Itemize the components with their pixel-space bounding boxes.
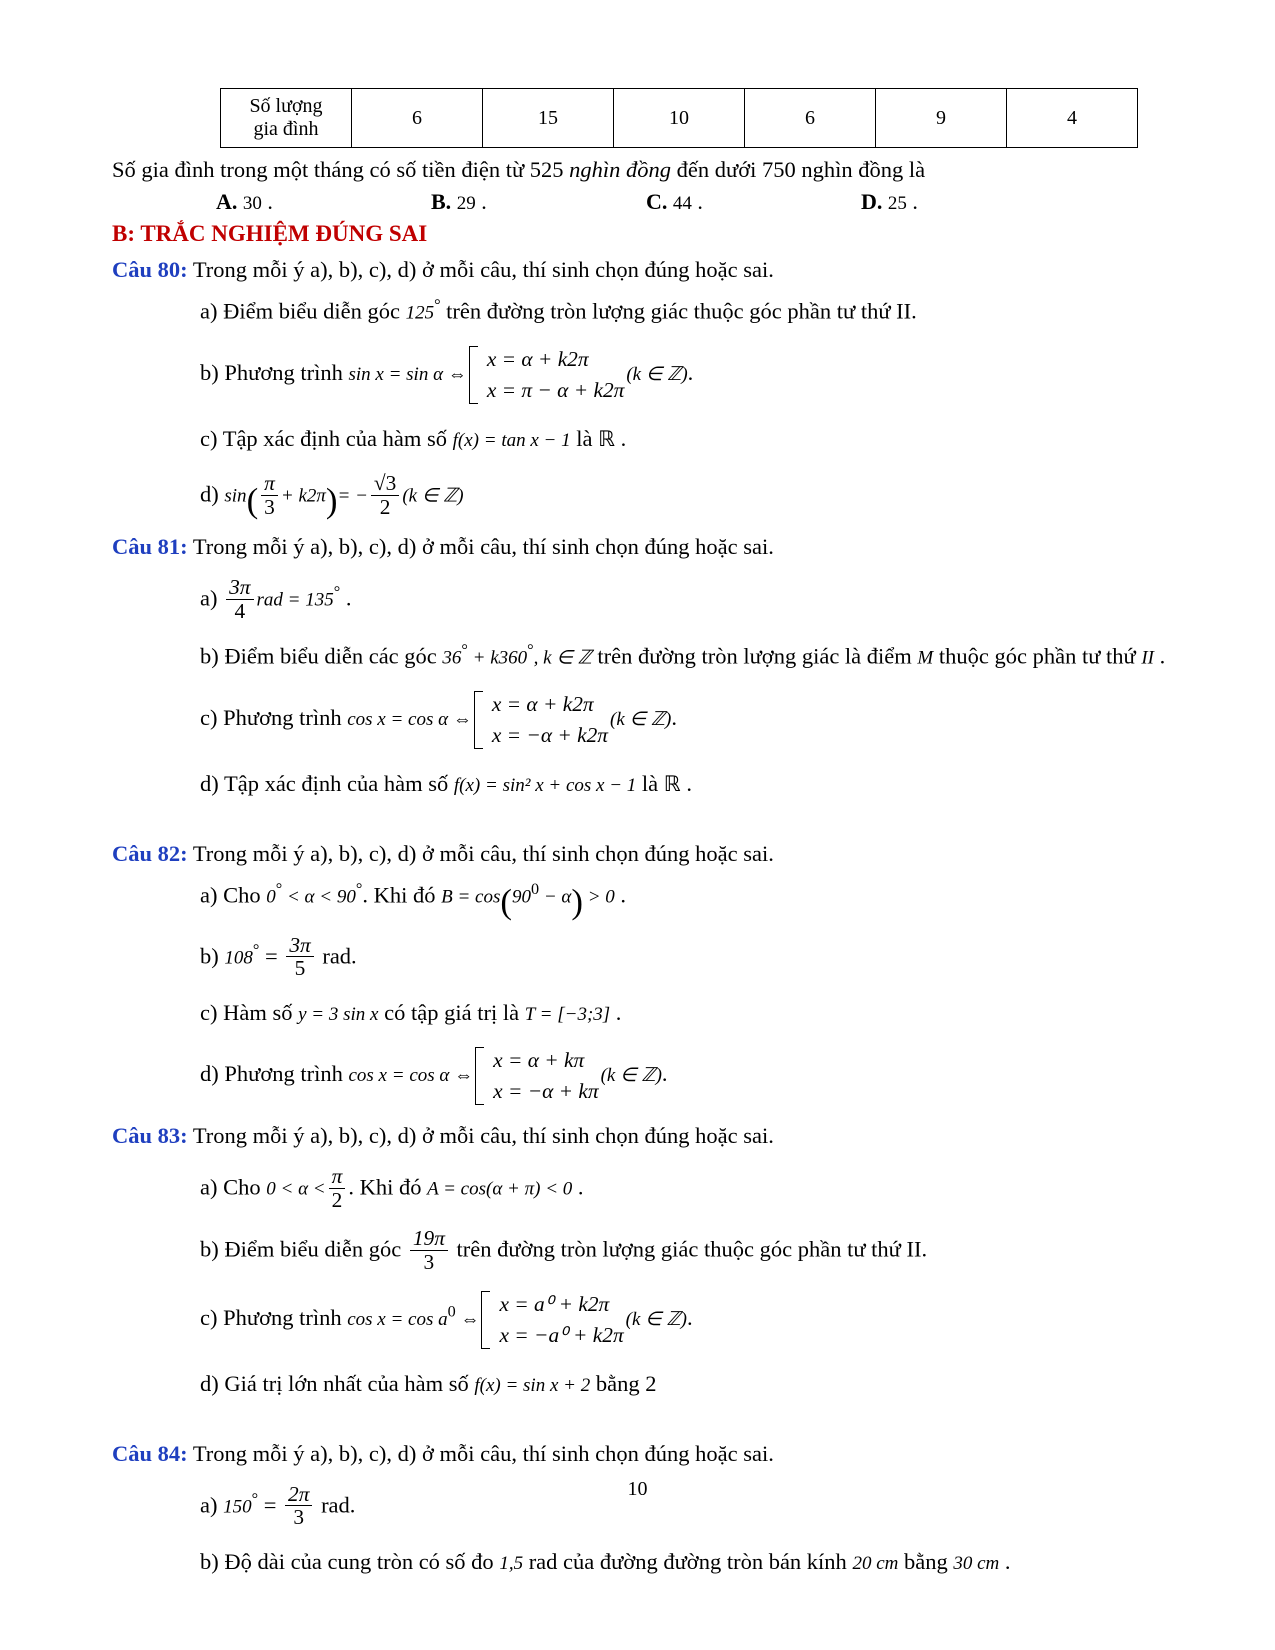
answer-options: [112, 189, 1167, 215]
value-90: 90: [511, 886, 531, 908]
question-84-header: [112, 1441, 1167, 1467]
degree-symbol: °: [333, 583, 341, 602]
left-paren: (: [500, 882, 512, 922]
question-83-item-a: [112, 1165, 1167, 1211]
question-84-number: Câu 84:: [112, 1440, 188, 1466]
system-row-1: x = α + k2π: [491, 692, 594, 717]
section-heading: B: TRẮC NGHIỆM ĐÚNG SAI: [112, 221, 428, 247]
table-cell-5: 9: [876, 89, 1007, 148]
item-value: 125: [405, 302, 435, 324]
item-text-2: bằng 2: [590, 1371, 657, 1396]
degree-symbol: °: [251, 1489, 259, 1508]
option-c-value: 44: [672, 193, 692, 215]
question-80-item-b: [112, 344, 1167, 406]
item-key: a): [200, 1492, 218, 1518]
option-b[interactable]: B. 29 .: [431, 189, 487, 215]
fraction-numerator: √3: [373, 471, 397, 496]
question-80-item-c: [112, 422, 1167, 456]
fraction-denominator: 3: [410, 1250, 448, 1273]
system-bracket: [469, 344, 625, 406]
item-period: .: [687, 360, 694, 386]
equation-lhs: cos x = cos α ⇔: [348, 1065, 474, 1087]
question-81-item-b: [112, 638, 1167, 673]
condition-k: (k ∈ ℤ): [402, 486, 464, 508]
item-text-1: Điểm biểu diễn các góc: [224, 643, 443, 669]
radius-value: 20: [852, 1552, 872, 1574]
item-key: c): [200, 426, 218, 452]
arc-length: 30 cm: [953, 1552, 1000, 1574]
table-row-label: [221, 89, 352, 148]
item-key: b): [200, 1236, 219, 1262]
unit-cm: cm: [871, 1552, 899, 1574]
rad-equals: rad = 135: [256, 589, 334, 611]
fraction-denominator: 2: [329, 1188, 346, 1211]
value-1-5: 1,5: [499, 1552, 524, 1574]
system-row-1: x = a⁰ + k2π: [499, 1292, 610, 1317]
item-period: .: [577, 1174, 584, 1200]
equals-negative: = −: [337, 486, 368, 508]
fraction-numerator: 3π: [229, 575, 251, 600]
degree-symbol: °: [461, 641, 468, 660]
question-83-prompt: Trong mỗi ý a), b), c), d) ở mỗi câu, thí sinh chọn đúng hoặc sai.: [192, 1123, 774, 1149]
term-k2pi: + k2π: [280, 486, 326, 508]
item-key: d): [200, 482, 219, 508]
minus-alpha: − α: [539, 886, 572, 908]
item-text-1: Giá trị lớn nhất của hàm số: [224, 1371, 475, 1396]
range-expr: T = [−3;3]: [524, 1003, 611, 1025]
function-expr: f(x) = sin² x + cos x − 1: [453, 775, 637, 797]
function-expr: f(x) = sin x + 2: [474, 1375, 591, 1396]
system-bracket: [481, 1289, 623, 1351]
fraction-denominator: 3: [285, 1505, 312, 1528]
fraction-numerator: 19π: [412, 1226, 445, 1251]
table-cell-1: 6: [352, 89, 483, 148]
item-text-3: bằng: [898, 1548, 954, 1574]
fraction-numerator: π: [331, 1164, 343, 1189]
spacer: [112, 1411, 1167, 1431]
equals-sign: =: [258, 1492, 283, 1518]
item-key: a): [200, 298, 218, 324]
item-text-2: có tập giá trị là: [378, 999, 525, 1025]
equals-sign: =: [259, 943, 284, 969]
expr-b: B = cos: [441, 886, 501, 908]
iff-symbol: ⇔: [455, 1309, 480, 1331]
point-m: M: [917, 647, 934, 669]
item-text-1: Điểm biểu diễn góc: [223, 298, 406, 324]
item-text-1: Phương trình: [223, 1305, 348, 1331]
system-row-2: x = π − α + k2π: [486, 378, 625, 403]
fraction-sqrt3-2: [371, 472, 399, 518]
sin-label: sin: [224, 486, 247, 508]
item-text-2: trên đường tròn lượng giác là điểm: [591, 643, 918, 669]
item-period: .: [615, 999, 622, 1025]
item-key: c): [200, 705, 218, 731]
question-83-item-b: [112, 1227, 1167, 1273]
question-stem: [112, 154, 1167, 185]
item-text-1: Độ dài của cung tròn có số đo: [224, 1548, 500, 1574]
function-expr: f(x) = tan x − 1: [452, 430, 571, 452]
option-d[interactable]: D. 25 .: [861, 189, 918, 215]
condition-k: (k ∈ ℤ): [600, 1065, 662, 1087]
item-text-1: Phương trình: [224, 1061, 349, 1087]
condition-k: (k ∈ ℤ): [625, 1309, 687, 1331]
question-81-item-c: [112, 689, 1167, 751]
item-text-2: rad của đường đường tròn bán kính: [523, 1548, 853, 1574]
question-81-number: Câu 81:: [112, 534, 188, 560]
condition-k: (k ∈ ℤ): [626, 364, 688, 386]
table-cell-6: 4: [1007, 89, 1138, 148]
greater-zero: > 0: [582, 886, 615, 908]
fraction-denominator: 5: [286, 956, 313, 979]
item-text-1: Cho: [223, 1174, 267, 1200]
item-key: b): [200, 943, 219, 969]
degree-symbol: °: [252, 940, 260, 959]
row-label-line1: Số lượng: [249, 95, 323, 117]
item-key: a): [200, 882, 218, 908]
left-paren: (: [246, 481, 259, 521]
option-d-value: 25: [887, 193, 907, 215]
condition-k: (k ∈ ℤ): [610, 709, 672, 731]
question-80-item-a: [112, 293, 1167, 328]
degree-symbol: °: [355, 880, 363, 899]
angle-150: 150: [223, 1496, 252, 1518]
item-period: .: [686, 1305, 693, 1331]
fraction-3pi-5: [286, 934, 313, 980]
fraction-denominator: 2: [371, 495, 399, 518]
fraction-denominator: 3: [261, 495, 278, 518]
equation-lhs: cos x = cos a: [347, 1309, 448, 1331]
item-text-1: Điểm biểu diễn góc: [224, 1236, 407, 1262]
angle-36: 36: [442, 647, 462, 669]
item-period: .: [661, 1061, 668, 1087]
stem-italic: nghìn đồng: [569, 157, 672, 182]
fraction-19pi-3: [410, 1227, 448, 1273]
option-c-letter: C.: [646, 189, 668, 215]
item-text-2: là: [636, 771, 664, 797]
question-81-header: [112, 534, 1167, 560]
real-set-symbol: ℝ: [598, 427, 616, 453]
system-row-2: x = −α + kπ: [493, 1079, 599, 1104]
item-key: a): [200, 1174, 218, 1200]
question-82-item-a: [112, 877, 1167, 922]
question-82-prompt: Trong mỗi ý a), b), c), d) ở mỗi câu, thí sinh chọn đúng hoặc sai.: [192, 841, 774, 867]
frequency-table-wrapper: [220, 88, 1167, 148]
option-b-value: 29: [456, 193, 476, 215]
row-label-line2: gia đình: [253, 118, 319, 140]
option-a-value: 30: [242, 193, 262, 215]
question-83-number: Câu 83:: [112, 1123, 188, 1149]
item-key: a): [200, 585, 218, 611]
item-text-2: . Khi đó: [348, 1174, 428, 1200]
question-82-header: [112, 841, 1167, 867]
function-expr: y = 3 sin x: [298, 1003, 379, 1025]
page-number: 10: [627, 1478, 648, 1500]
item-text-1: Hàm số: [223, 999, 299, 1025]
table-cell-4: 6: [745, 89, 876, 148]
item-text-2: là: [570, 426, 599, 452]
option-b-letter: B.: [431, 189, 452, 215]
system-row-2: x = −a⁰ + k2π: [499, 1323, 624, 1348]
system-bracket: [474, 689, 608, 751]
item-key: d): [200, 1061, 219, 1087]
item-period: .: [1004, 1548, 1011, 1574]
degree-symbol: °: [527, 641, 534, 660]
superscript-zero: 0: [530, 880, 540, 899]
page-content: [112, 88, 1167, 1588]
question-83-header: [112, 1123, 1167, 1149]
right-paren: ): [325, 481, 338, 521]
question-81-prompt: Trong mỗi ý a), b), c), d) ở mỗi câu, thí sinh chọn đúng hoặc sai.: [192, 534, 774, 560]
item-key: b): [200, 643, 219, 669]
item-period: .: [686, 771, 692, 797]
question-81-item-d: [112, 767, 1167, 801]
item-key: b): [200, 1548, 219, 1574]
system-row-2: x = −α + k2π: [491, 723, 609, 748]
stem-part-1: Số gia đình trong một tháng có số tiền điện từ 525: [112, 157, 570, 182]
inequality: 0 < α <: [266, 1178, 326, 1200]
question-82-number: Câu 82:: [112, 841, 188, 867]
item-period: .: [345, 585, 352, 611]
option-a-letter: A.: [216, 189, 238, 215]
item-text-1: Tập xác định của hàm số: [223, 771, 454, 797]
stem-part-2: đến dưới 750 nghìn đồng là: [671, 157, 926, 182]
table-cell-2: 15: [483, 89, 614, 148]
condition-k: , k ∈ ℤ: [533, 647, 592, 669]
item-key: d): [200, 1371, 219, 1396]
angle-108: 108: [224, 947, 253, 969]
item-text-3: thuộc góc phần tư thứ: [933, 643, 1142, 669]
right-paren: ): [571, 882, 583, 922]
fraction-denominator: 4: [226, 599, 253, 622]
table-cell-3: 10: [614, 89, 745, 148]
quadrant-ii: II: [1141, 647, 1155, 669]
real-set-symbol: ℝ: [663, 772, 681, 798]
question-82-item-c: [112, 996, 1167, 1030]
question-84-item-b: [112, 1545, 1167, 1579]
term-k360: + k360: [467, 647, 528, 669]
fraction-numerator: π: [264, 471, 275, 496]
item-key: c): [200, 1305, 218, 1331]
question-80-prompt: Trong mỗi ý a), b), c), d) ở mỗi câu, thí sinh chọn đúng hoặc sai.: [192, 257, 774, 283]
system-bracket: [475, 1045, 598, 1107]
option-d-letter: D.: [861, 189, 883, 215]
fraction-pi-2: [329, 1165, 346, 1211]
fraction-numerator: 2π: [288, 1481, 310, 1506]
equation-lhs: cos x = cos α ⇔: [347, 709, 472, 731]
equation-lhs: sin x = sin α ⇔: [348, 364, 467, 386]
item-key: c): [200, 999, 218, 1025]
fraction-3pi-4: [226, 576, 253, 622]
item-key: d): [200, 771, 219, 797]
question-82-item-d: [112, 1045, 1167, 1107]
table-row: [221, 89, 1138, 148]
expr-a: A = cos(α + π) < 0: [427, 1178, 573, 1200]
item-text-1: Phương trình: [224, 360, 349, 386]
item-period: .: [1159, 643, 1166, 669]
question-83-item-c: [112, 1289, 1167, 1351]
question-80-header: [112, 257, 1167, 283]
fraction-numerator: 3π: [289, 932, 311, 957]
question-82-item-b: [112, 934, 1167, 980]
spacer: [112, 811, 1167, 831]
unit-rad: rad.: [315, 1492, 356, 1518]
item-period: .: [620, 882, 627, 908]
fraction-pi-3: [261, 472, 278, 518]
question-83-item-d: [112, 1367, 1167, 1401]
item-period: .: [620, 426, 627, 452]
item-text-2: . Khi đó: [362, 882, 442, 908]
angle-0: 0: [266, 886, 276, 908]
item-key: b): [200, 360, 219, 386]
item-text-2: trên đường tròn lượng giác thuộc góc phần tư thứ II.: [440, 298, 917, 324]
degree-symbol: °: [434, 296, 441, 315]
question-80-number: Câu 80:: [112, 257, 188, 283]
degree-symbol: °: [275, 880, 283, 899]
item-text-2: trên đường tròn lượng giác thuộc góc phần tư thứ II.: [450, 1236, 928, 1262]
question-80-item-d: [112, 471, 1167, 521]
item-period: .: [671, 705, 677, 731]
option-c[interactable]: C. 44 .: [646, 189, 703, 215]
item-text-1: Tập xác định của hàm số: [222, 426, 453, 452]
item-text-1: Phương trình: [223, 705, 348, 731]
option-a[interactable]: A. 30 .: [216, 189, 273, 215]
system-row-1: x = α + k2π: [486, 347, 589, 372]
question-84-prompt: Trong mỗi ý a), b), c), d) ở mỗi câu, thí sinh chọn đúng hoặc sai.: [192, 1440, 774, 1466]
question-81-item-a: [112, 576, 1167, 622]
inequality: < α < 90: [282, 886, 356, 908]
superscript-zero: 0: [447, 1302, 456, 1321]
frequency-table: [220, 88, 1138, 148]
unit-rad: rad.: [316, 943, 357, 969]
system-row-1: x = α + kπ: [493, 1048, 585, 1073]
item-text-1: Cho: [223, 882, 267, 908]
